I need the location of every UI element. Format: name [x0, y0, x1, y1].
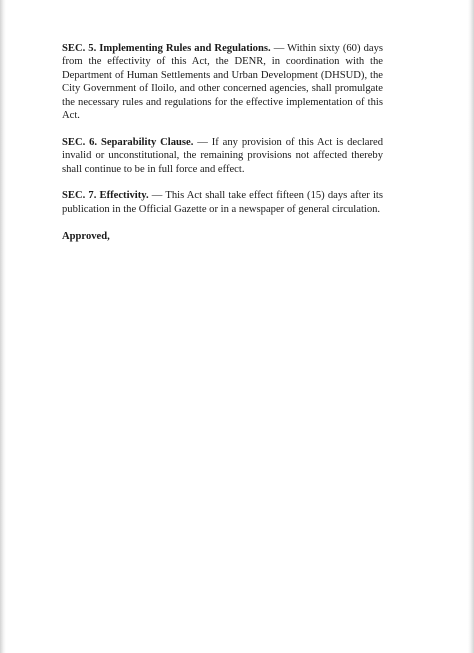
section-7-text: — This Act shall take effect fifteen (15) days after its publication in the Official Gazette or in a newspaper of general circulation.: [62, 190, 383, 215]
approval-line: Approved,: [62, 230, 110, 242]
section-6-text: — If any provision of this Act is declared invalid or unconstitutional, the remaining provisions not affected thereby shall continue to be in full force and effect.: [62, 136, 383, 175]
section-6-heading: SEC. 6. Separability Clause.: [62, 136, 194, 148]
section-7-heading: SEC. 7. Effectivity.: [62, 190, 149, 202]
page-left-edge-shadow: [0, 0, 6, 653]
section-6-separability-clause: [62, 136, 383, 176]
section-5-heading: SEC. 5. Implementing Rules and Regulations.: [62, 43, 271, 54]
document-body: [62, 42, 383, 254]
section-5-implementing-rules: [62, 42, 383, 122]
section-5-text: — Within sixty (60) days from the effectivity of this Act, the DENR, in coordination with the Department of Human Settlements and Urban Development (DHSUD), the City Government of Iloilo, and other concerned agencies, shall promulgate the necessary rules and regulations for the effective implementation of this Act.: [62, 43, 383, 122]
page-right-edge-shadow: [468, 0, 474, 653]
section-7-effectivity: [62, 189, 383, 216]
